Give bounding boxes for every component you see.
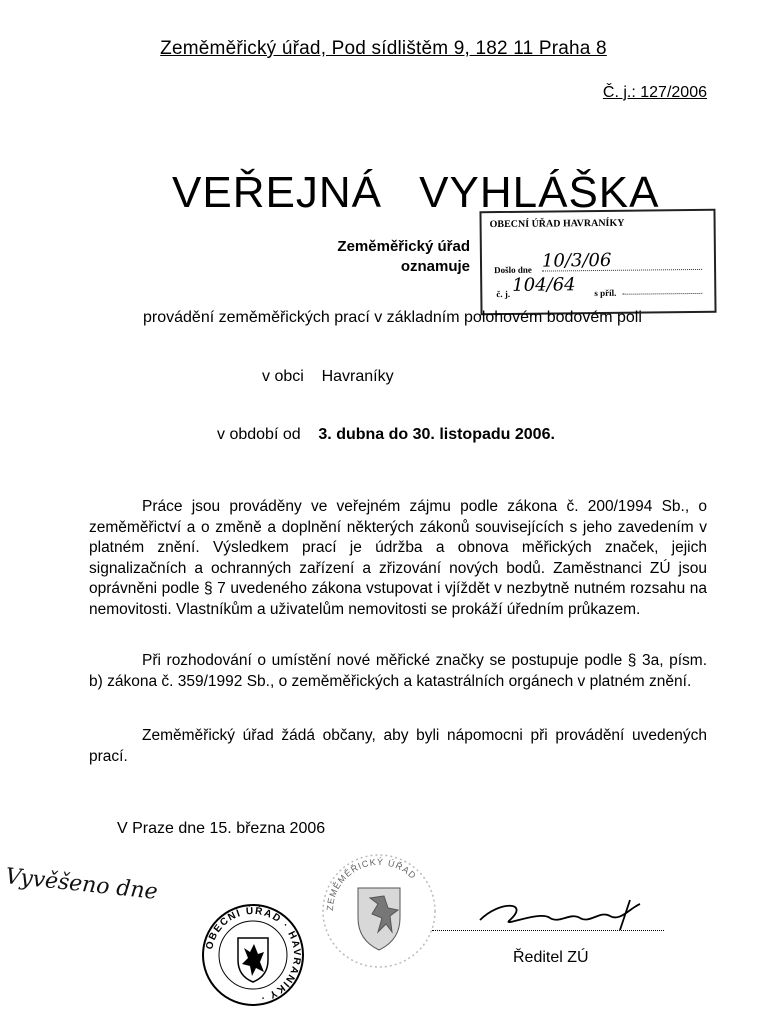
intake-stamp-attachments-label: s příl.	[594, 287, 617, 299]
issuer-address: Zeměměřický úřad, Pod sídlištěm 9, 182 11 Praha 8	[160, 38, 607, 59]
svg-text:ZEMĚMĚŘICKÝ ÚŘAD: ZEMĚMĚŘICKÝ ÚŘAD	[324, 856, 419, 912]
intake-stamp-office: OBECNÍ ÚŘAD HAVRANÍKY	[489, 217, 625, 231]
intake-stamp	[479, 209, 716, 315]
municipal-round-seal	[200, 902, 306, 1008]
reference-number: Č. j.: 127/2006	[602, 84, 707, 101]
director-signature	[470, 890, 670, 940]
period-label: v období od	[217, 426, 301, 443]
municipality-line	[262, 368, 394, 386]
signatory-title: Ředitel ZÚ	[513, 949, 589, 966]
intake-stamp-ref-label: č. j.	[496, 288, 511, 300]
period-line	[217, 426, 555, 444]
body-paragraph-3: Zeměměřický úřad žádá občany, aby byli nápomocni při provádění uvedených prací.	[89, 727, 707, 765]
issuer-name: Zeměměřický úřad	[337, 238, 470, 255]
body-paragraph-1: Práce jsou prováděny ve veřejném zájmu podle zákona č. 200/1994 Sb., o zeměměřictví a o změně a doplnění některých zákonů souvisejících s jeho zavedením v platném znění. Výsledkem prací je údržba a obnova měřických značek, jejich signalizačních a ochranných zařízení a zřizování nových bodů. Zaměstnanci ZÚ jsou oprávněni podle § 7 uvedeného zákona vstupovat i vjíždět v nezbytně nutném rozsahu na nemovitosti. Vlastníkům a uživatelům nemovitosti se prokáží úředním průkazem.	[89, 498, 707, 618]
signature-line	[432, 930, 664, 931]
intake-stamp-received-label: Došlo dne	[494, 264, 532, 276]
document-title: VEŘEJNÁ VYHLÁŠKA	[172, 168, 660, 217]
intake-stamp-ref-value: 104/64	[512, 274, 576, 296]
handwritten-posting-note: Vyvěšeno dne	[4, 864, 159, 905]
issuer-verb: oznamuje	[400, 258, 470, 275]
body-paragraph-2: Při rozhodování o umístění nové měřické značky se postupuje podle § 3a, písm. b) zákona č. 359/1992 Sb., o zeměměřických a katastrálních orgánech v platném znění.	[89, 652, 707, 690]
svg-text:OBECNÍ ÚŘAD · HAVRANÍKY ·: OBECNÍ ÚŘAD · HAVRANÍKY ·	[204, 905, 303, 1004]
municipality-name: Havraníky	[321, 368, 394, 385]
period-value: 3. dubna do 30. listopadu 2006.	[318, 426, 555, 443]
intake-stamp-received-value: 10/3/06	[541, 249, 612, 272]
place-and-date: V Praze dne 15. března 2006	[117, 820, 326, 837]
office-round-seal	[318, 850, 440, 972]
municipality-label: v obci	[262, 368, 304, 385]
announcement-subject: provádění zeměměřických prací v základním polohovém bodovém poli	[143, 309, 642, 326]
